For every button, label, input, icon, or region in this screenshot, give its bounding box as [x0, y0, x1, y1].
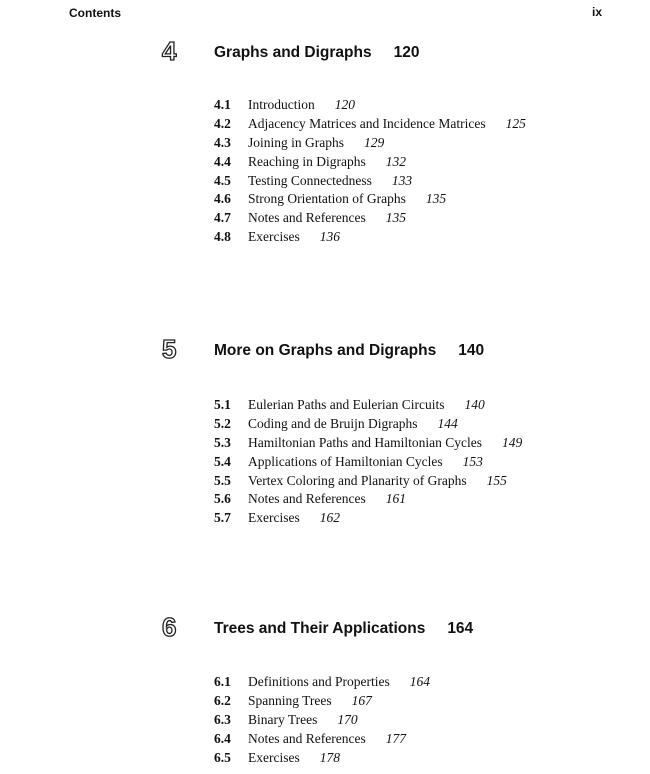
section-title: Eulerian Paths and Eulerian Circuits	[248, 397, 445, 412]
section-page: 161	[385, 491, 406, 507]
section-page: 164	[409, 674, 430, 689]
chapter-heading	[162, 36, 602, 74]
section-title: Introduction	[248, 97, 315, 112]
chapter-title-text: Graphs and Digraphs	[214, 44, 372, 61]
section-page: 149	[501, 434, 523, 450]
section-page: 170	[337, 711, 358, 727]
section-entry	[214, 96, 526, 115]
section-title: Exercises	[248, 749, 300, 765]
section-entry	[214, 749, 430, 768]
chapter-number: 6	[162, 612, 177, 642]
section-number: 6.2	[214, 692, 231, 708]
section-number: 4.5	[214, 172, 231, 188]
section-title: Reaching in Digraphs	[248, 153, 366, 169]
chapter-title	[214, 44, 420, 62]
section-entry	[214, 434, 522, 453]
running-head: Contents	[69, 6, 121, 20]
section-entry	[214, 153, 526, 172]
section-number: 5.1	[214, 397, 231, 412]
section-number: 5.3	[214, 434, 231, 450]
section-number: 6.5	[214, 749, 231, 765]
section-page: 155	[486, 472, 507, 488]
section-title: Hamiltonian Paths and Hamiltonian Cycles	[248, 434, 482, 450]
chapter-page: 140	[458, 342, 485, 359]
section-number: 4.2	[214, 115, 231, 131]
section-entry	[214, 190, 526, 209]
chapter-5	[162, 334, 602, 526]
section-page: 135	[425, 191, 447, 207]
section-number: 4.1	[214, 97, 231, 112]
section-page: 153	[462, 453, 483, 469]
section-entry	[214, 730, 430, 749]
section-entry	[214, 692, 430, 711]
section-list	[214, 396, 522, 528]
chapter-title-text: More on Graphs and Digraphs	[214, 342, 437, 359]
chapter-title	[214, 620, 473, 638]
section-title: Vertex Coloring and Planarity of Graphs	[248, 472, 467, 488]
section-page: 133	[391, 172, 413, 188]
section-page: 177	[385, 730, 406, 746]
chapter-title	[214, 342, 484, 360]
section-entry	[214, 673, 430, 692]
chapter-6	[162, 612, 602, 765]
section-page: 120	[334, 97, 355, 112]
section-entry	[214, 415, 522, 434]
section-page: 136	[319, 229, 340, 245]
section-title: Exercises	[248, 229, 300, 245]
section-entry	[214, 396, 522, 415]
section-number: 4.7	[214, 210, 231, 226]
section-title: Exercises	[248, 510, 300, 526]
section-entry	[214, 134, 526, 153]
section-page: 125	[505, 115, 526, 131]
section-entry	[214, 509, 522, 528]
section-number: 5.7	[214, 510, 231, 526]
section-number: 6.3	[214, 711, 231, 727]
section-number: 6.1	[214, 674, 231, 689]
chapter-title-text: Trees and Their Applications	[214, 620, 426, 637]
section-page: 178	[319, 749, 340, 765]
section-page: 129	[364, 134, 385, 150]
section-title: Notes and References	[248, 730, 366, 746]
chapter-heading	[162, 612, 602, 650]
section-number: 5.2	[214, 415, 231, 431]
section-page: 140	[464, 397, 485, 412]
section-page: 162	[319, 510, 340, 526]
section-entry	[214, 711, 430, 730]
section-title: Joining in Graphs	[248, 134, 344, 150]
chapter-4	[162, 36, 602, 245]
section-entry	[214, 490, 522, 509]
section-page: 135	[385, 210, 406, 226]
section-list	[214, 673, 430, 767]
section-number: 5.4	[214, 453, 231, 469]
section-entry	[214, 209, 526, 228]
section-title: Strong Orientation of Graphs	[248, 191, 406, 207]
section-title: Coding and de Bruijn Digraphs	[248, 415, 418, 431]
section-number: 5.6	[214, 491, 231, 507]
section-title: Notes and References	[248, 491, 366, 507]
section-number: 4.3	[214, 134, 231, 150]
section-title: Binary Trees	[248, 711, 318, 727]
section-title: Testing Connectedness	[248, 172, 372, 188]
section-entry	[214, 228, 526, 247]
section-entry	[214, 472, 522, 491]
section-page: 132	[385, 153, 406, 169]
section-title: Adjacency Matrices and Incidence Matrices	[248, 115, 486, 131]
section-number: 5.5	[214, 472, 231, 488]
chapter-page: 120	[393, 44, 420, 61]
section-list	[214, 96, 526, 247]
section-page: 144	[437, 415, 458, 431]
section-entry	[214, 172, 526, 191]
chapter-page: 164	[447, 620, 474, 637]
chapter-number: 4	[162, 36, 177, 66]
section-title: Definitions and Properties	[248, 674, 390, 689]
section-entry	[214, 453, 522, 472]
page-number: ix	[592, 5, 603, 19]
section-title: Applications of Hamiltonian Cycles	[248, 453, 443, 469]
section-number: 4.4	[214, 153, 231, 169]
section-title: Spanning Trees	[248, 692, 332, 708]
section-title: Notes and References	[248, 210, 366, 226]
section-number: 4.8	[214, 229, 231, 245]
section-number: 6.4	[214, 730, 231, 746]
chapter-number: 5	[162, 334, 177, 364]
section-page: 167	[351, 692, 372, 708]
section-number: 4.6	[214, 191, 231, 207]
section-entry	[214, 115, 526, 134]
chapter-heading	[162, 334, 602, 372]
